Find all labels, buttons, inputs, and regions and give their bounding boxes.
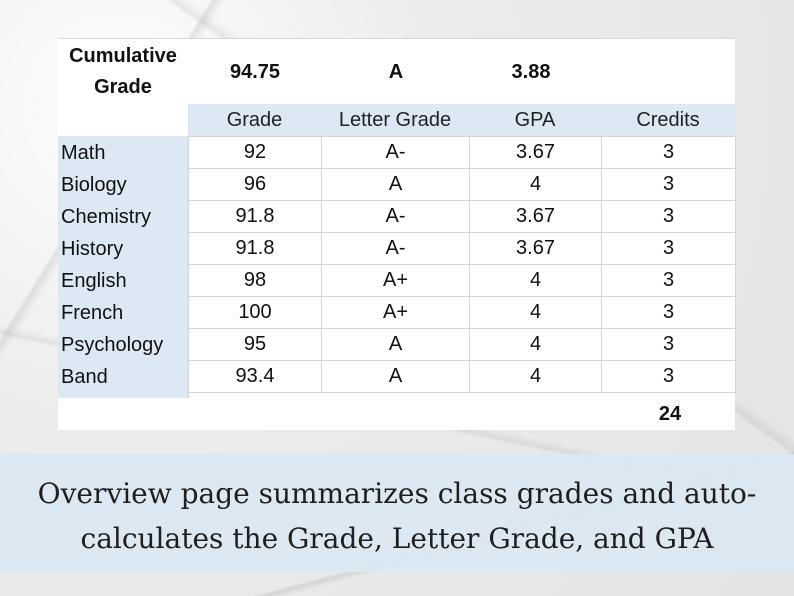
english-credits-cell: 3 bbox=[602, 265, 736, 297]
header-credits: Credits bbox=[636, 108, 700, 131]
band-gpa-cell: 4 bbox=[470, 361, 602, 393]
subject-english: English bbox=[61, 269, 127, 292]
psychology-gpa-cell: 4 bbox=[470, 329, 602, 361]
caption-line-2: calculates the Grade, Letter Grade, and GPA bbox=[80, 522, 714, 555]
psychology-letter-cell: A bbox=[322, 329, 470, 361]
header-letter-grade: Letter Grade bbox=[338, 108, 452, 131]
biology-letter-cell: A bbox=[322, 169, 470, 201]
chemistry-credits-cell: 3 bbox=[602, 201, 736, 233]
math-grade-cell: 92 bbox=[189, 137, 322, 169]
history-letter-cell: A- bbox=[322, 233, 470, 265]
chemistry-letter-cell: A- bbox=[322, 201, 470, 233]
cumulative-label-line1: Cumulative bbox=[69, 44, 177, 67]
psychology-grade-cell: 95 bbox=[189, 329, 322, 361]
grades-overview-sheet bbox=[58, 38, 735, 430]
subject-math: Math bbox=[61, 141, 106, 164]
history-gpa-cell: 3.67 bbox=[470, 233, 602, 265]
cumulative-grade-value: 94.75 bbox=[229, 60, 281, 83]
history-credits-cell: 3 bbox=[602, 233, 736, 265]
caption-line-1: Overview page summarizes class grades and auto- bbox=[37, 477, 757, 510]
french-gpa-cell: 4 bbox=[470, 297, 602, 329]
subject-psychology: Psychology bbox=[61, 333, 164, 356]
cumulative-gpa-value: 3.88 bbox=[511, 60, 551, 83]
band-grade-cell: 93.4 bbox=[189, 361, 322, 393]
header-grade: Grade bbox=[226, 108, 283, 131]
biology-gpa-cell: 4 bbox=[470, 169, 602, 201]
math-credits-cell: 3 bbox=[602, 137, 736, 169]
biology-credits-cell: 3 bbox=[602, 169, 736, 201]
chemistry-grade-cell: 91.8 bbox=[189, 201, 322, 233]
band-credits-cell: 3 bbox=[602, 361, 736, 393]
chemistry-gpa-cell: 3.67 bbox=[470, 201, 602, 233]
subject-biology: Biology bbox=[61, 173, 127, 196]
cumulative-label-line2: Grade bbox=[94, 75, 152, 98]
history-grade-cell: 91.8 bbox=[189, 233, 322, 265]
cumulative-grade-label-text bbox=[69, 41, 177, 103]
band-letter-cell: A bbox=[322, 361, 470, 393]
cumulative-grade-label bbox=[58, 39, 188, 104]
french-credits-cell: 3 bbox=[602, 297, 736, 329]
total-credits: 24 bbox=[658, 403, 682, 425]
math-gpa-cell: 3.67 bbox=[470, 137, 602, 169]
english-letter-cell: A+ bbox=[322, 265, 470, 297]
cumulative-letter-value: A bbox=[388, 60, 404, 83]
biology-grade-cell: 96 bbox=[189, 169, 322, 201]
subject-band: Band bbox=[61, 365, 108, 388]
subject-chemistry: Chemistry bbox=[61, 205, 152, 228]
psychology-credits-cell: 3 bbox=[602, 329, 736, 361]
english-gpa-cell: 4 bbox=[470, 265, 602, 297]
english-grade-cell: 98 bbox=[189, 265, 322, 297]
french-letter-cell: A+ bbox=[322, 297, 470, 329]
french-grade-cell: 100 bbox=[189, 297, 322, 329]
subject-history: History bbox=[61, 237, 124, 260]
grades-table bbox=[188, 136, 735, 398]
math-letter-cell: A- bbox=[322, 137, 470, 169]
header-gpa: GPA bbox=[514, 108, 556, 131]
subject-french: French bbox=[61, 301, 124, 324]
